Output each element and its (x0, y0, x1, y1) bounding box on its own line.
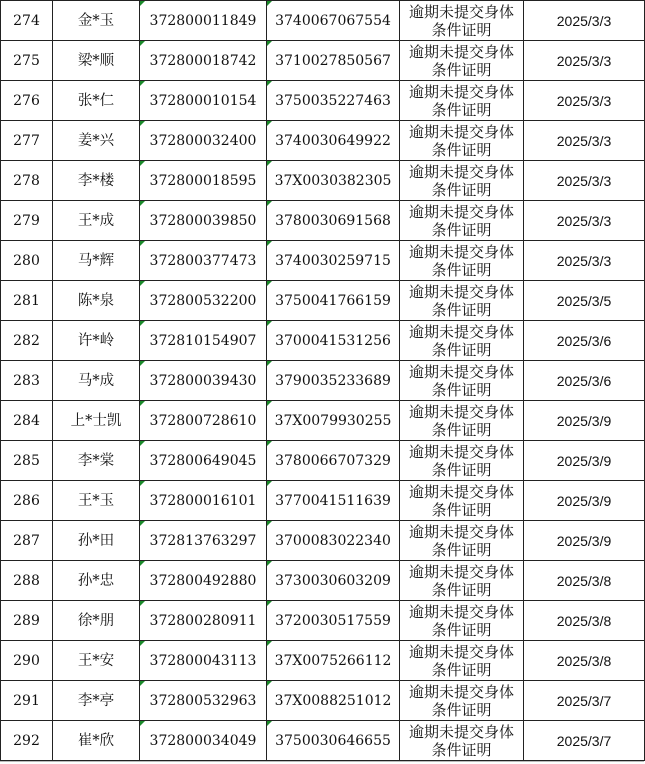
row-number-cell: 285 (1, 441, 53, 481)
row-number-cell: 281 (1, 281, 53, 321)
license-number-cell: 3780030691568 (267, 201, 400, 241)
row-number-cell: 279 (1, 201, 53, 241)
name-cell: 王*成 (53, 201, 140, 241)
reason-cell: 逾期未提交身体条件证明 (400, 561, 524, 601)
reason-cell: 逾期未提交身体条件证明 (400, 641, 524, 681)
id-number-cell: 372800728610 (140, 401, 267, 441)
id-number-cell: 372800032400 (140, 121, 267, 161)
license-number-cell: 37X0088251012 (267, 681, 400, 721)
table-row (1, 521, 645, 561)
name-cell: 孙*忠 (53, 561, 140, 601)
table-row (1, 281, 645, 321)
date-cell: 2025/3/3 (524, 161, 645, 201)
id-number-cell: 372810154907 (140, 321, 267, 361)
name-cell: 李*亭 (53, 681, 140, 721)
id-number-cell: 372800039430 (140, 361, 267, 401)
license-number-cell: 3740030259715 (267, 241, 400, 281)
date-cell: 2025/3/3 (524, 241, 645, 281)
license-number-cell: 3750030646655 (267, 721, 400, 761)
record-table-body (1, 1, 645, 761)
row-number-cell: 286 (1, 481, 53, 521)
table-row (1, 401, 645, 441)
name-cell: 王*安 (53, 641, 140, 681)
name-cell: 李*棠 (53, 441, 140, 481)
table-row (1, 681, 645, 721)
date-cell: 2025/3/9 (524, 521, 645, 561)
row-number-cell: 287 (1, 521, 53, 561)
name-cell: 马*成 (53, 361, 140, 401)
id-number-cell: 372800043113 (140, 641, 267, 681)
name-cell: 崔*欣 (53, 721, 140, 761)
license-number-cell: 3700083022340 (267, 521, 400, 561)
row-number-cell: 278 (1, 161, 53, 201)
name-cell: 姜*兴 (53, 121, 140, 161)
reason-cell: 逾期未提交身体条件证明 (400, 281, 524, 321)
date-cell: 2025/3/9 (524, 401, 645, 441)
date-cell: 2025/3/3 (524, 121, 645, 161)
license-number-cell: 3700041531256 (267, 321, 400, 361)
date-cell: 2025/3/3 (524, 201, 645, 241)
table-row (1, 361, 645, 401)
reason-cell: 逾期未提交身体条件证明 (400, 441, 524, 481)
name-cell: 张*仁 (53, 81, 140, 121)
row-number-cell: 290 (1, 641, 53, 681)
license-number-cell: 3790035233689 (267, 361, 400, 401)
name-cell: 梁*顺 (53, 41, 140, 81)
date-cell: 2025/3/8 (524, 601, 645, 641)
date-cell: 2025/3/7 (524, 721, 645, 761)
name-cell: 金*玉 (53, 1, 140, 41)
license-number-cell: 3780066707329 (267, 441, 400, 481)
row-number-cell: 274 (1, 1, 53, 41)
name-cell: 孙*田 (53, 521, 140, 561)
table-row (1, 601, 645, 641)
table-row (1, 321, 645, 361)
row-number-cell: 289 (1, 601, 53, 641)
license-number-cell: 37X0079930255 (267, 401, 400, 441)
id-number-cell: 372800011849 (140, 1, 267, 41)
date-cell: 2025/3/8 (524, 561, 645, 601)
reason-cell: 逾期未提交身体条件证明 (400, 601, 524, 641)
date-cell: 2025/3/3 (524, 41, 645, 81)
reason-cell: 逾期未提交身体条件证明 (400, 121, 524, 161)
name-cell: 王*玉 (53, 481, 140, 521)
reason-cell: 逾期未提交身体条件证明 (400, 481, 524, 521)
license-number-cell: 3710027850567 (267, 41, 400, 81)
table-row (1, 721, 645, 761)
row-number-cell: 284 (1, 401, 53, 441)
reason-cell: 逾期未提交身体条件证明 (400, 201, 524, 241)
table-row (1, 81, 645, 121)
reason-cell: 逾期未提交身体条件证明 (400, 161, 524, 201)
table-row (1, 1, 645, 41)
reason-cell: 逾期未提交身体条件证明 (400, 81, 524, 121)
id-number-cell: 372800018742 (140, 41, 267, 81)
name-cell: 马*辉 (53, 241, 140, 281)
reason-cell: 逾期未提交身体条件证明 (400, 401, 524, 441)
license-number-cell: 37X0075266112 (267, 641, 400, 681)
table-row (1, 41, 645, 81)
table-row (1, 201, 645, 241)
date-cell: 2025/3/3 (524, 1, 645, 41)
reason-cell: 逾期未提交身体条件证明 (400, 321, 524, 361)
license-number-cell: 3750041766159 (267, 281, 400, 321)
reason-cell: 逾期未提交身体条件证明 (400, 521, 524, 561)
id-number-cell: 372800016101 (140, 481, 267, 521)
id-number-cell: 372800532200 (140, 281, 267, 321)
name-cell: 许*岭 (53, 321, 140, 361)
table-row (1, 121, 645, 161)
reason-cell: 逾期未提交身体条件证明 (400, 681, 524, 721)
row-number-cell: 283 (1, 361, 53, 401)
reason-cell: 逾期未提交身体条件证明 (400, 721, 524, 761)
reason-cell: 逾期未提交身体条件证明 (400, 241, 524, 281)
id-number-cell: 372800532963 (140, 681, 267, 721)
date-cell: 2025/3/6 (524, 361, 645, 401)
row-number-cell: 288 (1, 561, 53, 601)
row-number-cell: 280 (1, 241, 53, 281)
row-number-cell: 277 (1, 121, 53, 161)
id-number-cell: 372800377473 (140, 241, 267, 281)
id-number-cell: 372800492880 (140, 561, 267, 601)
date-cell: 2025/3/3 (524, 81, 645, 121)
license-number-cell: 3740067067554 (267, 1, 400, 41)
table-row (1, 561, 645, 601)
table-row (1, 441, 645, 481)
row-number-cell: 276 (1, 81, 53, 121)
reason-cell: 逾期未提交身体条件证明 (400, 41, 524, 81)
page-bottom-border (0, 761, 644, 762)
row-number-cell: 292 (1, 721, 53, 761)
date-cell: 2025/3/7 (524, 681, 645, 721)
date-cell: 2025/3/6 (524, 321, 645, 361)
row-number-cell: 291 (1, 681, 53, 721)
id-number-cell: 372800649045 (140, 441, 267, 481)
id-number-cell: 372800039850 (140, 201, 267, 241)
table-row (1, 241, 645, 281)
id-number-cell: 372800034049 (140, 721, 267, 761)
table-row (1, 641, 645, 681)
license-number-cell: 3770041511639 (267, 481, 400, 521)
row-number-cell: 282 (1, 321, 53, 361)
id-number-cell: 372800010154 (140, 81, 267, 121)
id-number-cell: 372800280911 (140, 601, 267, 641)
reason-cell: 逾期未提交身体条件证明 (400, 361, 524, 401)
license-number-cell: 3720030517559 (267, 601, 400, 641)
date-cell: 2025/3/5 (524, 281, 645, 321)
name-cell: 上*士凯 (53, 401, 140, 441)
name-cell: 陈*泉 (53, 281, 140, 321)
date-cell: 2025/3/9 (524, 441, 645, 481)
id-number-cell: 372813763297 (140, 521, 267, 561)
license-number-cell: 3750035227463 (267, 81, 400, 121)
license-number-cell: 37X0030382305 (267, 161, 400, 201)
row-number-cell: 275 (1, 41, 53, 81)
table-row (1, 161, 645, 201)
date-cell: 2025/3/8 (524, 641, 645, 681)
id-number-cell: 372800018595 (140, 161, 267, 201)
date-cell: 2025/3/9 (524, 481, 645, 521)
table-row (1, 481, 645, 521)
license-number-cell: 3730030603209 (267, 561, 400, 601)
name-cell: 李*楼 (53, 161, 140, 201)
name-cell: 徐*朋 (53, 601, 140, 641)
reason-cell: 逾期未提交身体条件证明 (400, 1, 524, 41)
license-number-cell: 3740030649922 (267, 121, 400, 161)
